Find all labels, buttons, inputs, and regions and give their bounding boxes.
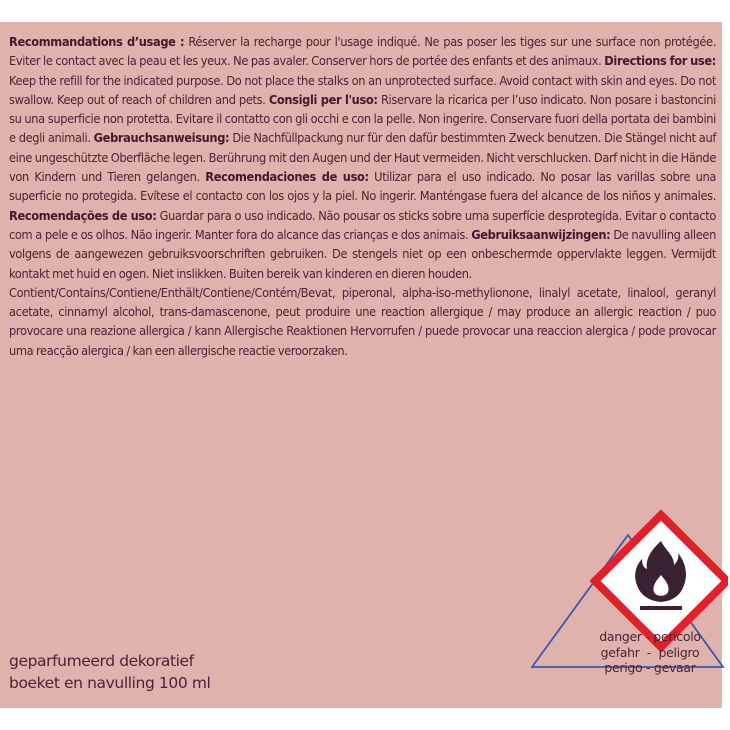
usage-text-en: Keep the refill for the indicated purpose. Do not place the stalks on an unprotected surface. Avoid contact with skin and eyes. Do not swallow. Keep out of reach of children and pets. <box>9 72 716 107</box>
usage-text-pt: Guardar para o uso indicado. Não pousar os sticks sobre uma superfície desprotegida. Evitar o contacto com a pele e os olhos. Não ingerir. Manter fora do alcance das crianças e dos animais. <box>9 207 716 242</box>
usage-instructions <box>9 32 716 283</box>
product-name-line-1: geparfumeerd dekoratief <box>9 652 194 670</box>
hazard-signal-words <box>575 629 725 676</box>
usage-text-es: Utilizar para el uso indicado. No posar las varillas sobre una superficie no protegida. Evítese el contacto con los ojos y la piel. No ingerir. Manténgase fuera del alcance de los niños y animales. <box>9 169 716 204</box>
usage-heading-es: Recomendaciones de uso: <box>205 169 369 185</box>
usage-heading-en: Directions for use: <box>604 53 716 69</box>
usage-heading-nl: Gebruiksaanwijzingen: <box>471 226 611 242</box>
usage-heading-it: Consigli per l'uso: <box>268 91 378 107</box>
hazard-word-line-1: danger - pericolo <box>599 629 701 644</box>
ghs-diamond-icon <box>595 515 727 647</box>
usage-text-nl: De navulling alleen volgens de aangewezen gebruiksvoorschriften gebruiken. De stengels niet op een onbeschermde oppervlakte leggen. Vermijdt kontakt met huid en ogen. Niet inslikken. Buiten bereik van kinderen en dieren houden. <box>9 226 716 281</box>
hazard-word-line-2: gefahr - peligro <box>600 644 700 660</box>
usage-text-it: Riservare la ricarica per l’uso indicato. Non posare i bastoncini su una superficie non protetta. Evitare il contatto con gli occhi e con la pelle. Non ingerire. Conservare fuori della portata dei bambini e degli animali. <box>9 91 716 146</box>
usage-text-de: Die Nachfüllpackung nur für den dafür bestimmten Zweck benutzen. Die Stängel nicht auf eine ungeschützte Oberfläche legen. Berührung mit den Augen und der Haut vermeiden. Nicht verschlucken. Darf nicht in die Hände von Kindern und Tieren gelangen. <box>9 130 717 185</box>
usage-heading-de: Gebrauchsanweisung: <box>93 130 230 146</box>
usage-text-fr: Réserver la recharge pour l'usage indiqué. Ne pas poser les tiges sur une surface non protégée. Eviter le contact avec la peau et les yeux. Ne pas avaler. Conserver hors de portée des enfants et des animaux. <box>9 34 716 69</box>
product-name-line-2: boeket en navulling 100 ml <box>9 674 211 692</box>
hazard-word-line-3: perigo - gevaar <box>604 660 696 675</box>
usage-heading-pt: Recomendações de uso: <box>9 207 157 223</box>
label-text-block <box>9 32 716 360</box>
usage-heading-fr: Recommandations d’usage : <box>9 34 185 49</box>
ingredients-text: Contient/Contains/Contiene/Enthält/Contiene/Contém/Bevat, piperonal, alpha-iso-methylionone, linalyl acetate, linalool, geranyl acetate, cinnamyl alcohol, trans-damascenone, peut produire une reaction allergique / may produce an allergic reaction / puo provocare una reazione allergica / kann Allergische Reaktionen Hervorrufen / puede provocar una reaccion alergica / pode provocar uma reacção alergica / kan een allergische reactie veroorzaken. <box>9 284 716 358</box>
product-name <box>9 650 210 694</box>
